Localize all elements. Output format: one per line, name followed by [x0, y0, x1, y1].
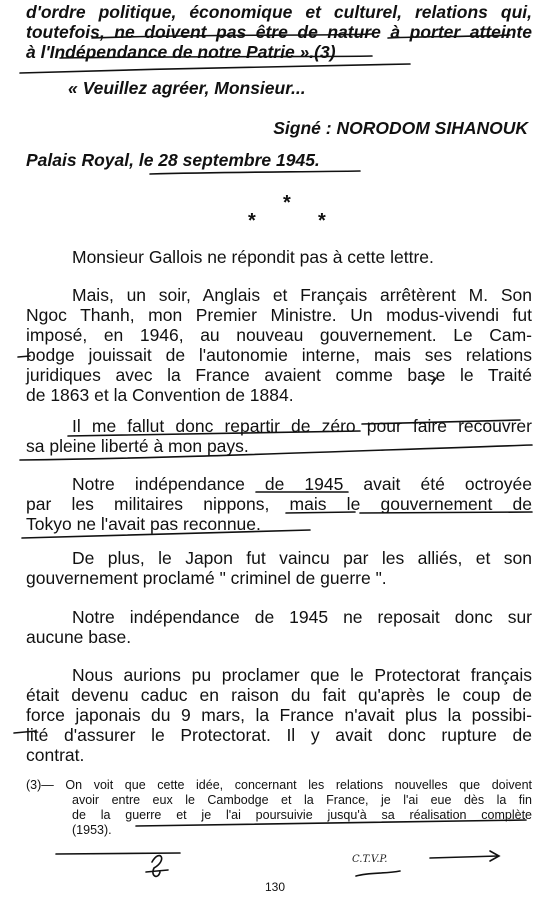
paragraph [26, 247, 532, 267]
paragraph-line: contrat. [26, 745, 85, 765]
paragraph-line: Notre indépendance de 1945 ne reposait donc sur [72, 607, 532, 627]
paragraph [26, 285, 532, 405]
handwritten-initials: C.T.V.P. [352, 854, 388, 865]
paragraph-line: De plus, le Japon fut vaincu par les alliés, et son [72, 548, 532, 568]
pen-underline [56, 853, 180, 854]
paragraph-line: lité d'assurer le Protectorat. Il y avait donc rupture de [26, 725, 532, 745]
paragraph-line: Mais, un soir, Anglais et Français arrêtèrent M. Son [72, 285, 532, 305]
paragraph-line: bodge jouissait de l'autonomie interne, mais ses relations [26, 345, 532, 365]
paragraph-line: par les militaires nippons, mais le gouvernement de [26, 494, 532, 514]
paragraph-line: Il me fallut donc repartir de zéro pour faire recouvrer [72, 416, 532, 436]
pen-underline [20, 64, 410, 73]
paragraph-line: Ngoc Thanh, mon Premier Ministre. Un modus-vivendi fut [26, 305, 532, 325]
footnote-line: (1953). [72, 823, 112, 837]
footnote-line: de la guerre et je l'ai poursuivie jusqu'à sa réalisation complète [72, 808, 532, 822]
paragraph-line: Nous aurions pu proclamer que le Protectorat français [72, 665, 532, 685]
letter-line: à l'Indépendance de notre Patrie ».(3) [26, 42, 336, 62]
paragraph [26, 416, 532, 456]
letter-line: toutefois, ne doivent pas être de nature à porter atteinte [26, 22, 532, 42]
paragraph-line: Tokyo ne l'avait pas reconnue. [26, 514, 261, 534]
letter-closing: « Veuillez agréer, Monsieur... [68, 78, 306, 98]
letter-signature [26, 118, 528, 138]
paragraph-line: de 1863 et la Convention de 1884. [26, 385, 294, 405]
paragraph [26, 548, 532, 588]
paragraph [26, 607, 532, 647]
letter-place-date: Palais Royal, le 28 septembre 1945. [26, 150, 320, 170]
pen-underline [150, 171, 360, 174]
separator-star: * [283, 192, 291, 214]
footnote [26, 778, 532, 838]
paragraph-line: force japonais du 9 mars, la France n'avait plus la possibi- [26, 705, 532, 725]
page-number: 130 [264, 880, 286, 894]
pen-underline [356, 871, 400, 876]
signature-prefix: Signé : [273, 118, 332, 138]
separator-star: * [248, 210, 256, 232]
footnote-line: avoir entre eux le Cambodge et la France, je l'ai eue dès la fin [72, 793, 532, 807]
footnote-line: (3)— On voit que cette idée, concernant les relations nouvelles que doivent [26, 778, 532, 792]
paragraph [26, 665, 532, 765]
paragraph-line: sa pleine liberté à mon pays. [26, 436, 249, 456]
paragraph-line: gouvernement proclamé " criminel de guerre ". [26, 568, 387, 588]
paragraph-line: imposé, en 1946, au nouveau gouvernement. Le Cam- [26, 325, 532, 345]
letter-body [26, 2, 532, 62]
paragraph-line: Notre indépendance de 1945 avait été octroyée [72, 474, 532, 494]
paragraph [26, 474, 532, 534]
pen-arrow-head [490, 851, 499, 861]
pen-arrow [430, 856, 498, 858]
separator-star: * [318, 210, 326, 232]
paragraph-line: était devenu caduc en raison du fait qu'après le coup de [26, 685, 532, 705]
signature-name: NORODOM SIHANOUK [336, 118, 528, 138]
paragraph-line: aucune base. [26, 627, 132, 647]
pen-scribble [146, 856, 168, 877]
paragraph-line: Monsieur Gallois ne répondit pas à cette lettre. [72, 247, 434, 267]
letter-line: d'ordre politique, économique et culturel, relations qui, [26, 2, 532, 22]
paragraph-line: juridiques avec la France avaient comme base le Traité [26, 365, 532, 385]
